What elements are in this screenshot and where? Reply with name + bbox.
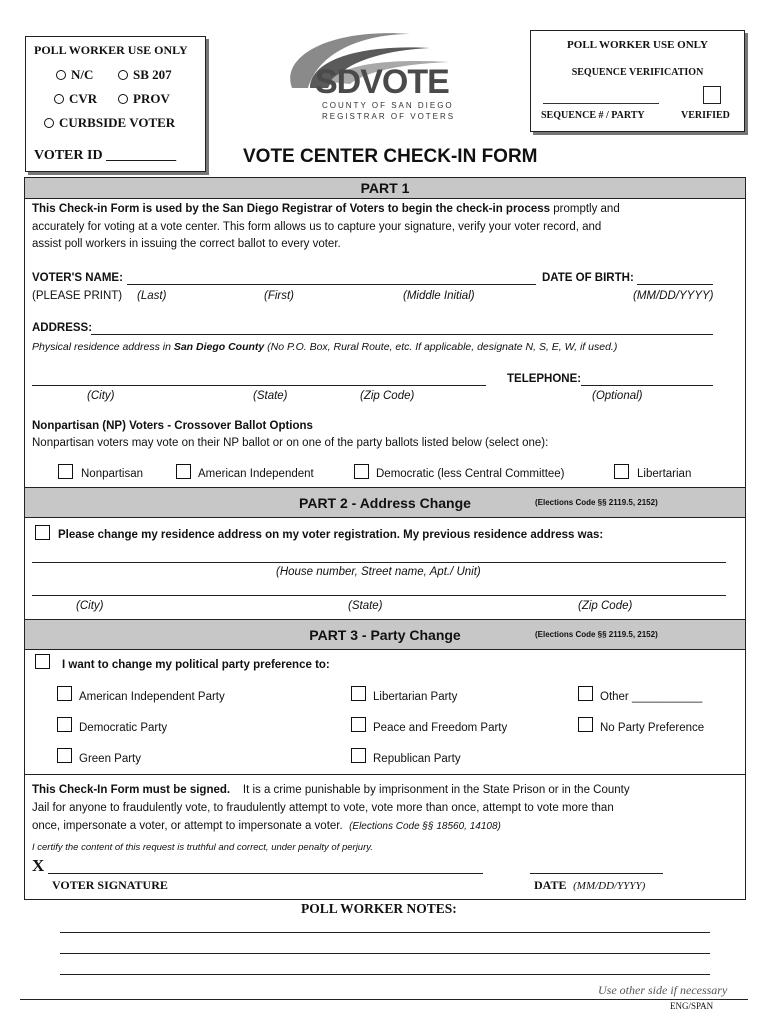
party-checkbox-american-independent[interactable] xyxy=(57,686,72,701)
address-input[interactable] xyxy=(91,334,713,335)
np-option-nonpartisan: Nonpartisan xyxy=(81,468,144,480)
telephone-input[interactable] xyxy=(581,385,713,386)
party-peace-and-freedom: Peace and Freedom Party xyxy=(373,722,508,734)
party-libertarian: Libertarian Party xyxy=(373,691,458,703)
np-text: Nonpartisan voters may vote on their NP ballot or on one of the party ballots listed below (select one): xyxy=(32,437,549,449)
part3-title: PART 3 - Party Change xyxy=(309,627,461,643)
sequence-party-label: SEQUENCE # / PARTY xyxy=(541,110,645,121)
last-name-label: (Last) xyxy=(137,290,167,302)
party-no-party-preference: No Party Preference xyxy=(600,722,705,734)
previous-city-label: (City) xyxy=(76,600,104,612)
part3-code: (Elections Code §§ 2119.5, 2152) xyxy=(535,630,658,639)
party-checkbox-republican[interactable] xyxy=(351,748,366,763)
dob-format-label: (MM/DD/YYYY) xyxy=(633,290,714,302)
sequence-verification-label: SEQUENCE VERIFICATION xyxy=(571,67,704,78)
notes-line-3[interactable] xyxy=(60,974,710,975)
address-note: Physical residence address in San Diego County (No P.O. Box, Rural Route, etc. If applicable, designate N, S, E, W, if used.) xyxy=(32,341,618,353)
radio-circle-icon xyxy=(118,70,128,80)
voter-name-label: VOTER'S NAME: xyxy=(32,272,123,284)
form-title: VOTE CENTER CHECK-IN FORM xyxy=(243,146,538,167)
middle-initial-label: (Middle Initial) xyxy=(403,290,475,302)
radio-circle-icon xyxy=(56,70,66,80)
voter-id-field[interactable]: VOTER ID __________ xyxy=(34,148,177,163)
signature-warning-line-1: This Check-In Form must be signed. It is a crime punishable by imprisonment in the State Prison or in the County xyxy=(32,784,630,796)
verified-label: VERIFIED xyxy=(681,110,730,121)
party-change-request: I want to change my political party preference to: xyxy=(62,659,330,671)
poll-worker-box-right xyxy=(530,30,745,132)
intro-line-1: This Check-in Form is used by the San Diego Registrar of Voters to begin the check-in process promptly and xyxy=(32,203,620,215)
np-heading: Nonpartisan (NP) Voters - Crossover Ballot Options xyxy=(32,420,313,432)
party-green: Green Party xyxy=(79,753,141,765)
address-change-request: Please change my residence address on my voter registration. My previous residence address was: xyxy=(58,529,604,541)
poll-worker-notes-title: POLL WORKER NOTES: xyxy=(301,901,457,916)
signature-date-input[interactable] xyxy=(530,873,663,874)
radio-prov[interactable]: PROV xyxy=(118,91,170,107)
party-democratic: Democratic Party xyxy=(79,722,168,734)
radio-nc[interactable]: N/C xyxy=(56,67,93,83)
signature-date-label: DATE (MM/DD/YYYY) xyxy=(534,878,646,892)
part3-header xyxy=(24,619,746,650)
poll-worker-box-left xyxy=(25,36,206,172)
poll-worker-left-title: POLL WORKER USE ONLY xyxy=(34,43,188,57)
part2-title: PART 2 - Address Change xyxy=(299,495,471,511)
np-option-democratic: Democratic (less Central Committee) xyxy=(376,468,565,480)
signature-x-mark: X xyxy=(32,856,45,875)
zip-label: (Zip Code) xyxy=(360,390,415,402)
intro-line-3: assist poll workers in issuing the correct ballot to every voter. xyxy=(32,238,341,250)
address-label: ADDRESS: xyxy=(32,322,93,334)
np-option-libertarian: Libertarian xyxy=(637,468,692,480)
previous-zip-label: (Zip Code) xyxy=(578,600,633,612)
np-checkbox-american-independent[interactable] xyxy=(176,464,191,479)
party-change-checkbox[interactable] xyxy=(35,654,50,669)
party-republican: Republican Party xyxy=(373,753,461,765)
np-checkbox-democratic[interactable] xyxy=(354,464,369,479)
part2-code: (Elections Code §§ 2119.5, 2152) xyxy=(535,498,658,507)
language-code: ENG/SPAN xyxy=(670,1001,714,1011)
signature-divider xyxy=(24,774,746,775)
logo-subtitle-county: COUNTY OF SAN DIEGO xyxy=(322,101,454,110)
radio-sb207[interactable]: SB 207 xyxy=(118,67,172,83)
previous-address-input[interactable] xyxy=(32,562,726,563)
dob-input[interactable] xyxy=(637,284,713,285)
intro-line-2: accurately for voting at a vote center. This form allows us to capture your signature, verify your voter record, and xyxy=(32,221,602,233)
use-other-side-note: Use other side if necessary xyxy=(598,983,728,997)
notes-line-2[interactable] xyxy=(60,953,710,954)
party-other: Other ___________ xyxy=(600,691,703,703)
logo-title: SDVOTE xyxy=(315,63,449,101)
city-label: (City) xyxy=(87,390,115,402)
signature-warning-line-3: once, impersonate a voter, or attempt to impersonate a voter. (Elections Code §§ 18560, 14108) xyxy=(32,820,501,832)
part1-header xyxy=(24,177,746,199)
np-checkbox-libertarian[interactable] xyxy=(614,464,629,479)
footer-rule xyxy=(20,999,748,1000)
party-checkbox-no-party-preference[interactable] xyxy=(578,717,593,732)
voter-signature-input[interactable] xyxy=(48,873,483,874)
radio-circle-icon xyxy=(44,118,54,128)
previous-state-label: (State) xyxy=(348,600,383,612)
poll-worker-right-title: POLL WORKER USE ONLY xyxy=(567,39,708,51)
party-checkbox-peace-and-freedom[interactable] xyxy=(351,717,366,732)
part1-title: PART 1 xyxy=(360,180,410,196)
radio-curbside[interactable]: CURBSIDE VOTER xyxy=(44,115,175,131)
telephone-label: TELEPHONE: xyxy=(507,373,582,385)
please-print-label: (PLEASE PRINT) xyxy=(32,290,123,302)
optional-label: (Optional) xyxy=(592,390,643,402)
verified-checkbox[interactable] xyxy=(703,86,721,104)
city-state-zip-input[interactable] xyxy=(32,385,486,386)
dob-label: DATE OF BIRTH: xyxy=(542,272,634,284)
radio-cvr[interactable]: CVR xyxy=(54,91,97,107)
party-checkbox-other[interactable] xyxy=(578,686,593,701)
radio-circle-icon xyxy=(54,94,64,104)
house-number-label: (House number, Street name, Apt./ Unit) xyxy=(276,566,481,578)
logo-subtitle-registrar: REGISTRAR OF VOTERS xyxy=(322,112,456,121)
voter-name-input[interactable] xyxy=(127,284,536,285)
signature-warning-line-2: Jail for anyone to fraudulently vote, to fraudulently attempt to vote, vote more than once, attempt to vote more than xyxy=(32,802,614,814)
radio-circle-icon xyxy=(118,94,128,104)
party-checkbox-democratic[interactable] xyxy=(57,717,72,732)
previous-city-state-zip-input[interactable] xyxy=(32,595,726,596)
first-name-label: (First) xyxy=(264,290,295,302)
address-change-checkbox[interactable] xyxy=(35,525,50,540)
notes-line-1[interactable] xyxy=(60,932,710,933)
party-american-independent: American Independent Party xyxy=(79,691,225,703)
state-label: (State) xyxy=(253,390,288,402)
certify-text: I certify the content of this request is truthful and correct, under penalty of perjury. xyxy=(32,842,373,853)
np-option-american-independent: American Independent xyxy=(198,468,314,480)
party-checkbox-libertarian[interactable] xyxy=(351,686,366,701)
sequence-line xyxy=(543,103,659,104)
voter-signature-label: VOTER SIGNATURE xyxy=(52,878,168,892)
np-checkbox-nonpartisan[interactable] xyxy=(58,464,73,479)
party-checkbox-green[interactable] xyxy=(57,748,72,763)
part2-header xyxy=(24,487,746,518)
